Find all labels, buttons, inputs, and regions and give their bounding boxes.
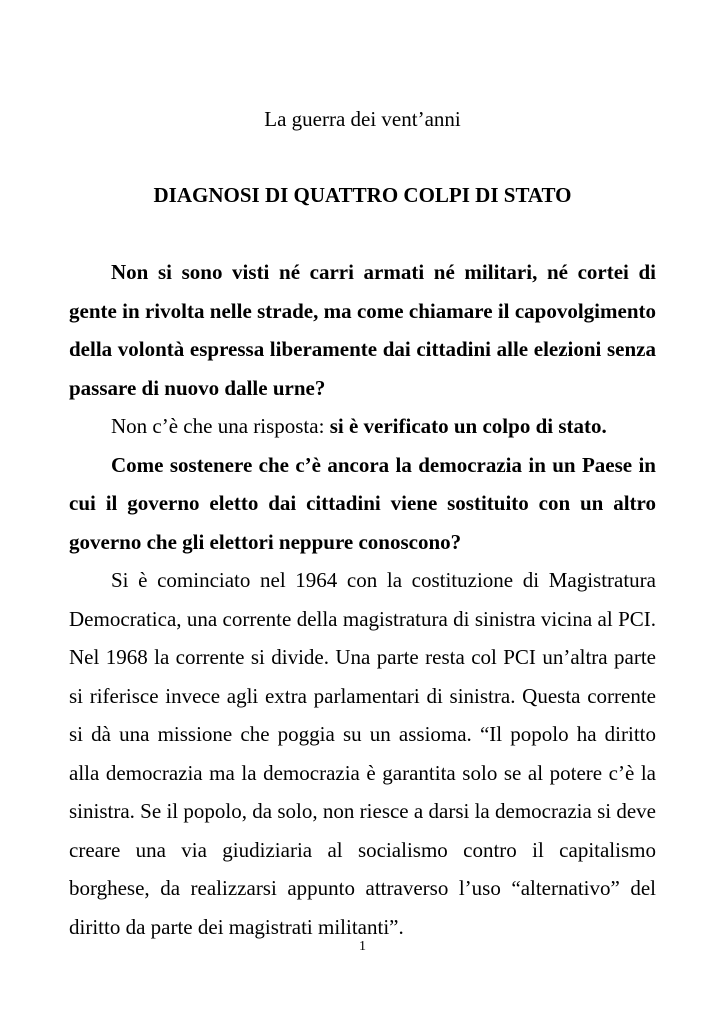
paragraph-1: Non si sono visti né carri armati né militari, né cortei di gente in rivolta nelle strade, ma come chiamare il capovolgimento della volontà espressa liberamente dai cittadini alle elezioni senza passare di nuovo dalle urne? <box>69 260 656 400</box>
running-title: La guerra dei vent’anni <box>264 107 461 131</box>
body-text <box>69 253 656 946</box>
paragraph-4: Si è cominciato nel 1964 con la costituzione di Magistratura Democratica, una corrente della magistratura di sinistra vicina al PCI. Nel 1968 la corrente si divide. Una parte resta col PCI un’altra parte si riferisce invece agli extra parlamentari di sinistra. Questa corrente si dà una missione che poggia su un assioma. “Il popolo ha diritto alla democrazia ma la democrazia è garantita solo se al potere c’è la sinistra. Se il popolo, da solo, non riesce a darsi la democrazia si deve creare una via giudiziaria al socialismo contro il capitalismo borghese, da realizzarsi appunto attraverso l’uso “alternativo” del diritto da parte dei magistrati militanti”. <box>69 568 656 939</box>
page-number: 1 <box>359 939 366 954</box>
paragraph-2-lead: Non c’è che una risposta: <box>111 414 330 438</box>
paragraph-2-emphasis: si è verificato un colpo di stato. <box>329 414 607 438</box>
paragraph-2 <box>69 407 656 446</box>
chapter-title: DIAGNOSI DI QUATTRO COLPI DI STATO <box>153 183 572 207</box>
paragraph-3: Come sostenere che c’è ancora la democrazia in un Paese in cui il governo eletto dai cittadini viene sostituito con un altro governo che gli elettori neppure conoscono? <box>69 452 656 554</box>
